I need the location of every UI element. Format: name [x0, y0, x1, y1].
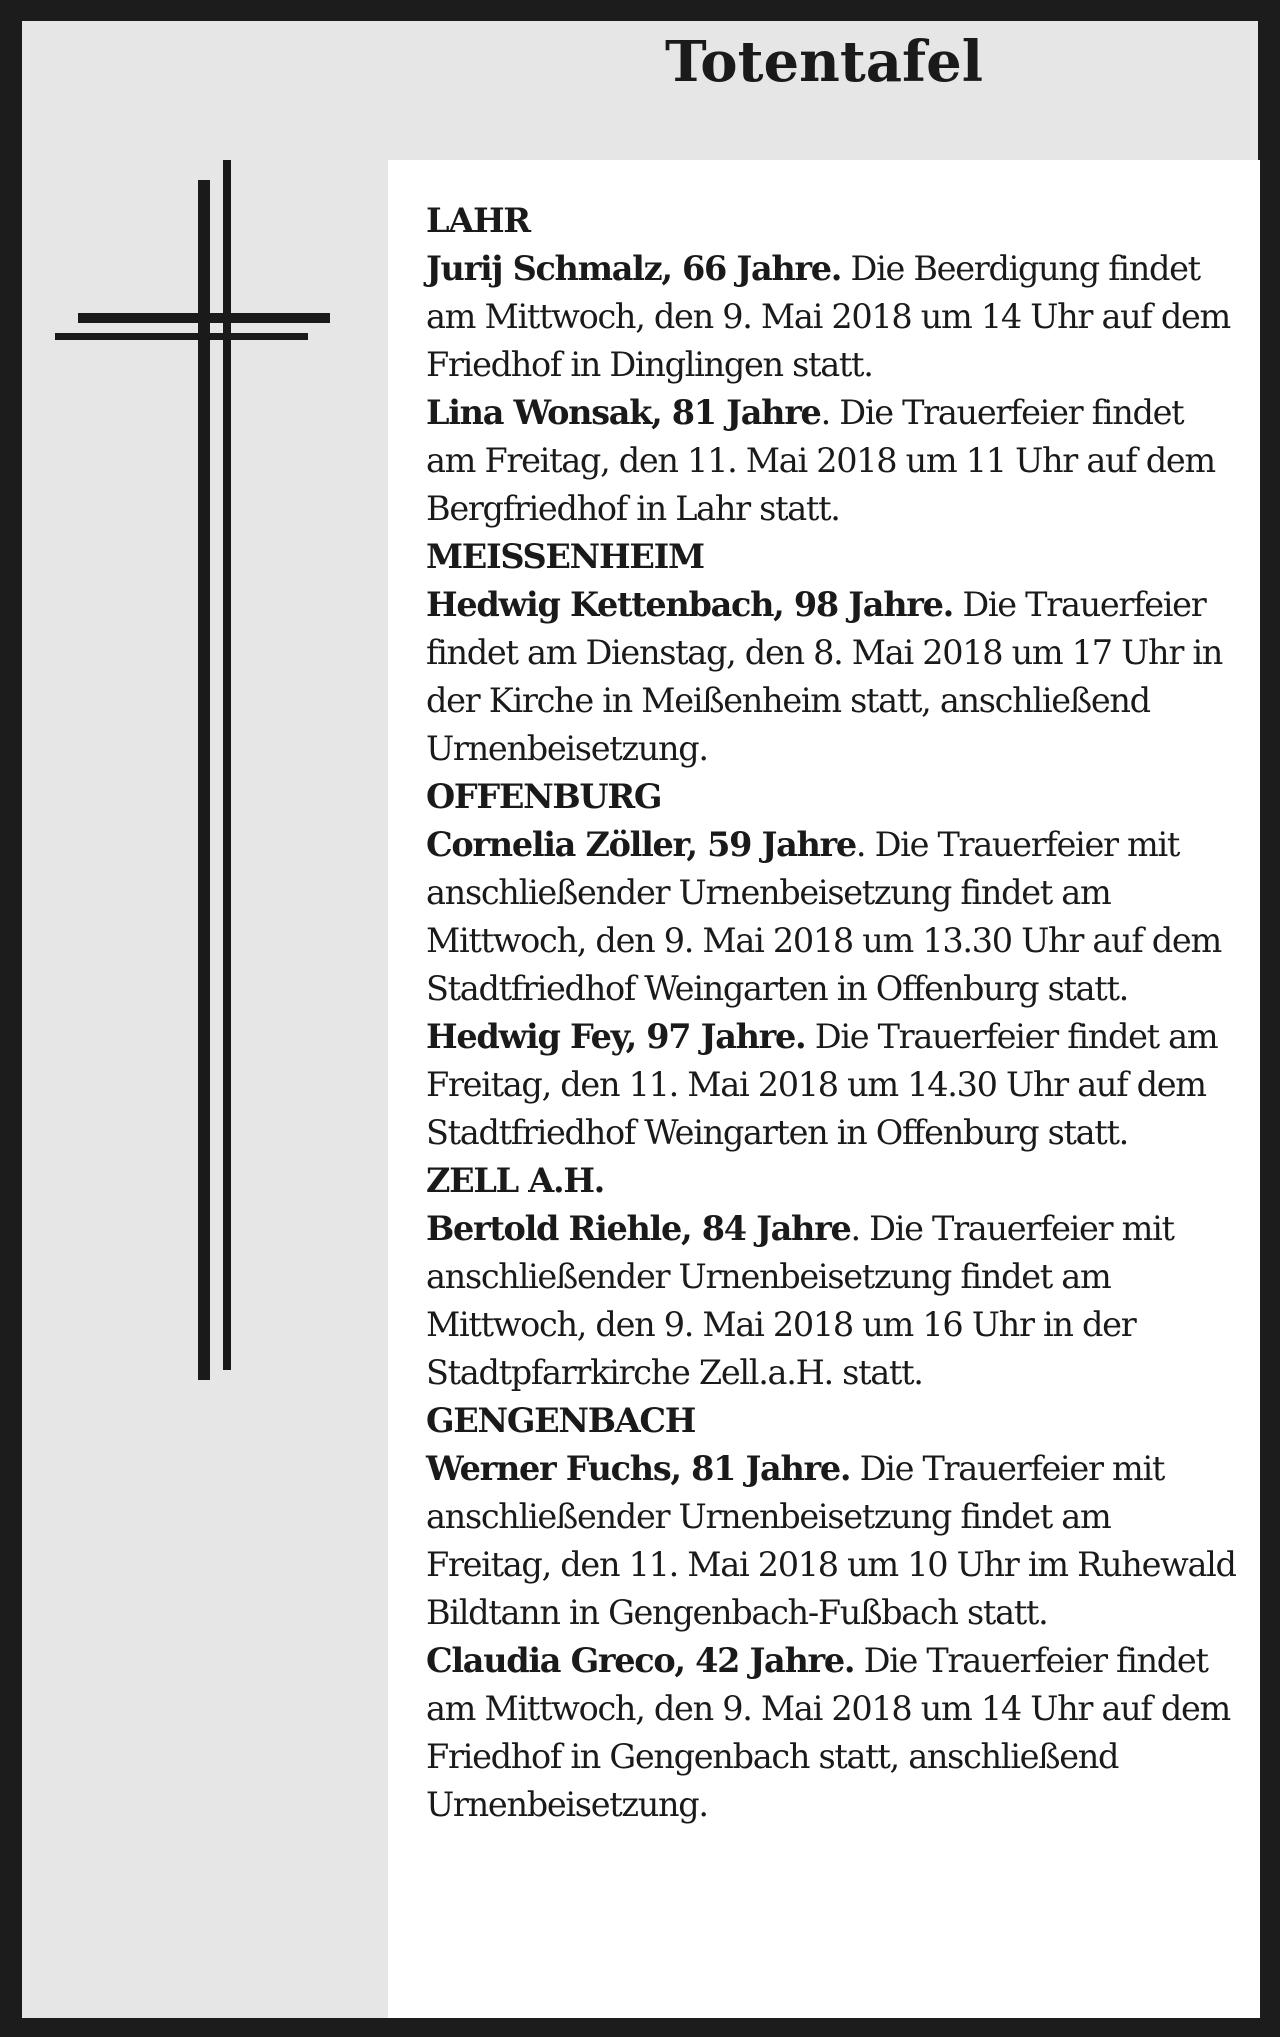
place-heading: LAHR: [426, 201, 530, 240]
entry-text: . Die Trauerfeier findet am Freitag, den 11. Mai 2018 um 11 Uhr auf dem Bergfriedhof in Lahr statt.: [426, 393, 1215, 528]
entry-text: Die Beerdigung findet am Mittwoch, den 9. Mai 2018 um 14 Uhr auf dem Friedhof in Dinglingen statt.: [426, 249, 1231, 384]
deceased-name: Werner Fuchs, 81 Jahre.: [426, 1449, 851, 1488]
cross-icon: [50, 155, 340, 1385]
place-heading: ZELL A.H.: [426, 1161, 605, 1200]
place-heading: MEISSENHEIM: [426, 537, 704, 576]
entry-text: Die Trauerfeier findet am Freitag, den 11. Mai 2018 um 14.30 Uhr auf dem Stadtfriedhof Weingarten in Offenburg statt.: [426, 1017, 1218, 1152]
entry-text: . Die Trauerfeier mit anschließender Urnenbeisetzung findet am Mittwoch, den 9. Mai 2018 um 16 Uhr in der Stadtpfarrkirche Zell.a.H. statt.: [426, 1209, 1174, 1392]
section-meissenheim: [426, 533, 1240, 773]
obituary-entry: [426, 1205, 1240, 1397]
obituary-entry: [426, 245, 1240, 389]
section-zell: [426, 1157, 1240, 1397]
obituary-list: [388, 160, 1260, 2018]
deceased-name: Hedwig Fey, 97 Jahre.: [426, 1017, 806, 1056]
obituary-entry: [426, 1013, 1240, 1157]
deceased-name: Bertold Riehle, 84 Jahre: [426, 1209, 851, 1248]
entry-text: Die Trauerfeier findet am Mittwoch, den 9. Mai 2018 um 14 Uhr auf dem Friedhof in Gengenbach statt, anschließend Urnenbeisetzung.: [426, 1641, 1231, 1824]
page-title: Totentafel: [665, 29, 983, 95]
obituary-entry: [426, 581, 1240, 773]
obituary-entry: [426, 389, 1240, 533]
obituary-entry: [426, 1637, 1240, 1829]
entry-text: Die Trauerfeier findet am Dienstag, den 8. Mai 2018 um 17 Uhr in der Kirche in Meißenheim statt, anschließend Urnenbeisetzung.: [426, 585, 1223, 768]
deceased-name: Claudia Greco, 42 Jahre.: [426, 1641, 855, 1680]
deceased-name: Jurij Schmalz, 66 Jahre.: [426, 249, 842, 288]
obituary-entry: [426, 1445, 1240, 1637]
entry-text: . Die Trauerfeier mit anschließender Urnenbeisetzung findet am Mittwoch, den 9. Mai 2018 um 13.30 Uhr auf dem Stadtfriedhof Weingarten in Offenburg statt.: [426, 825, 1221, 1008]
section-lahr: [426, 197, 1240, 533]
deceased-name: Cornelia Zöller, 59 Jahre: [426, 825, 856, 864]
deceased-name: Hedwig Kettenbach, 98 Jahre.: [426, 585, 953, 624]
section-offenburg: [426, 773, 1240, 1157]
section-gengenbach: [426, 1397, 1240, 1829]
place-heading: OFFENBURG: [426, 777, 662, 816]
obituary-entry: [426, 821, 1240, 1013]
place-heading: GENGENBACH: [426, 1401, 696, 1440]
entry-text: Die Trauerfeier mit anschließender Urnenbeisetzung findet am Freitag, den 11. Mai 2018 um 10 Uhr im Ruhewald Bildtann in Gengenbach-Fußbach statt.: [426, 1449, 1236, 1632]
deceased-name: Lina Wonsak, 81 Jahre: [426, 393, 821, 432]
